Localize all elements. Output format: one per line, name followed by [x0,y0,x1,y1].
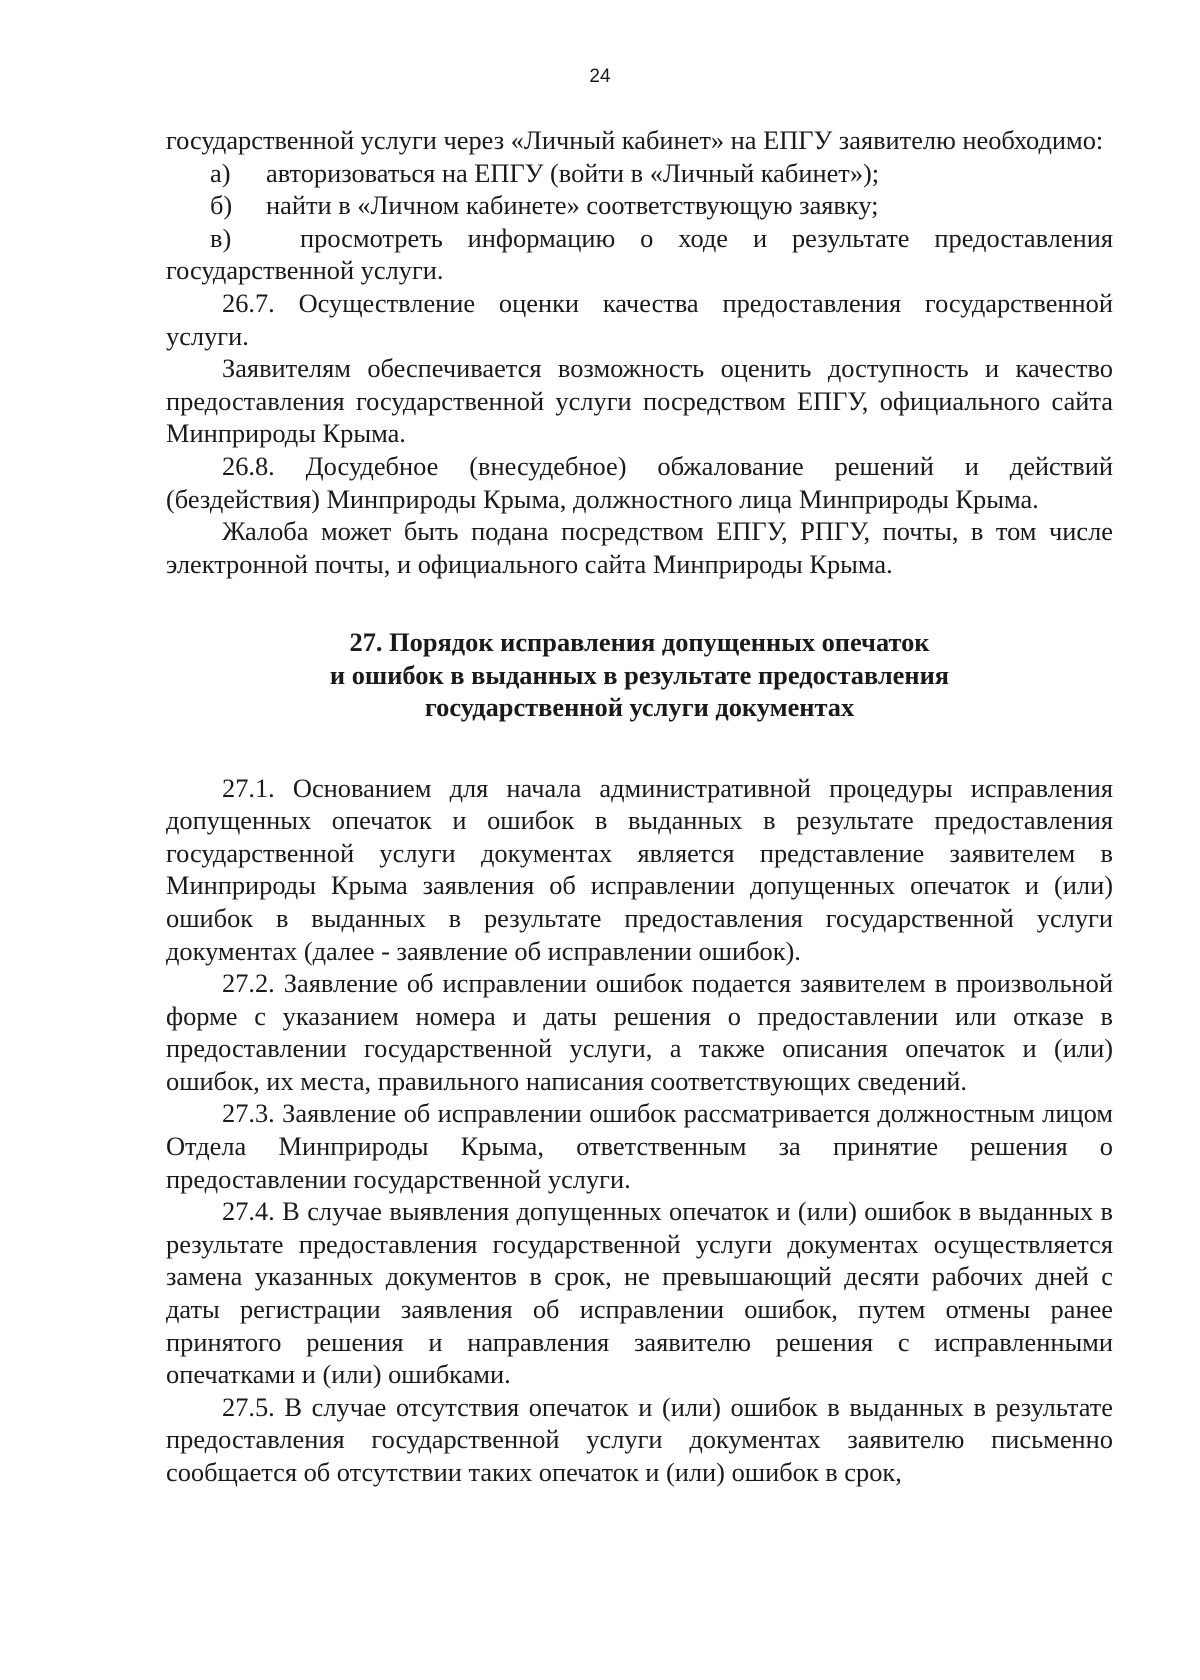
paragraph-27-1: 27.1. Основанием для начала административной процедуры исправления допущенных опечаток и ошибок в выданных в результате предоставления государственной услуги документах является представление заявителем в Минприроды Крыма заявления об исправлении допущенных опечаток и (или) ошибок в выданных в результате предоставления государственной услуги документах (далее - заявление об исправлении ошибок). [166,772,1113,966]
document-body [166,124,1113,1489]
list-marker: а) [210,157,231,188]
paragraph-26-7: 26.7. Осуществление оценки качества предоставления государственной услуги. [166,287,1113,351]
list-item-v [166,222,1113,287]
section-heading-27 [166,626,1113,723]
paragraph-26-8-text: Жалоба может быть подана посредством ЕПГУ, РПГУ, почты, в том числе электронной почты, и официального сайта Минприроды Крыма. [166,516,1113,579]
list-item-text: просмотреть информацию о ходе и результате предоставления государственной услуги. [166,222,1113,286]
page-number: 24 [589,66,611,87]
heading-line: и ошибок в выданных в результате предоставления [329,659,950,690]
paragraph-26-7-text: Заявителям обеспечивается возможность оценить доступность и качество предоставления государственной услуги посредством ЕПГУ, официального сайта Минприроды Крыма. [166,353,1113,449]
paragraph-27-3: 27.3. Заявление об исправлении ошибок рассматривается должностным лицом Отдела Минприроды Крыма, ответственным за принятие решения о предоставлении государственной услуги. [166,1098,1113,1194]
paragraph-27-5: 27.5. В случае отсутствия опечаток и (или) ошибок в выданных в результате предоставления государственной услуги документах заявителю письменно сообщается об отсутствии таких опечаток и (или) ошибок в срок, [166,1391,1113,1487]
paragraph-26-8: 26.8. Досудебное (внесудебное) обжалование решений и действий (бездействия) Минприроды Крыма, должностного лица Минприроды Крыма. [166,450,1113,514]
heading-line: государственной услуги документах [424,692,855,723]
list-item-text: авторизоваться на ЕПГУ (войти в «Личный кабинет»); [266,157,880,188]
heading-line: 27. Порядок исправления допущенных опечаток [349,627,930,658]
intro-paragraph: государственной услуги через «Личный кабинет» на ЕПГУ заявителю необходимо: [166,125,1104,155]
list-item-text: найти в «Личном кабинете» соответствующую заявку; [266,190,879,221]
paragraph-27-4: 27.4. В случае выявления допущенных опечаток и (или) ошибок в выданных в результате предоставления государственной услуги документах осуществляется замена указанных документов в срок, не превышающий десяти рабочих дней с даты регистрации заявления об исправлении ошибок, путем отмены ранее принятого решения и направления заявителю решения с исправленными опечатками и (или) ошибками. [166,1196,1113,1390]
list-marker: б) [210,190,233,221]
list-item-a [166,157,1113,190]
list-item-b [166,189,1113,222]
paragraph-27-2: 27.2. Заявление об исправлении ошибок подается заявителем в произвольной форме с указанием номера и даты решения о предоставлении или отказе в предоставлении государственной услуги, а также описания опечаток и (или) ошибок, их места, правильного написания соответствующих сведений. [166,968,1113,1096]
list-marker: в) [210,222,232,253]
